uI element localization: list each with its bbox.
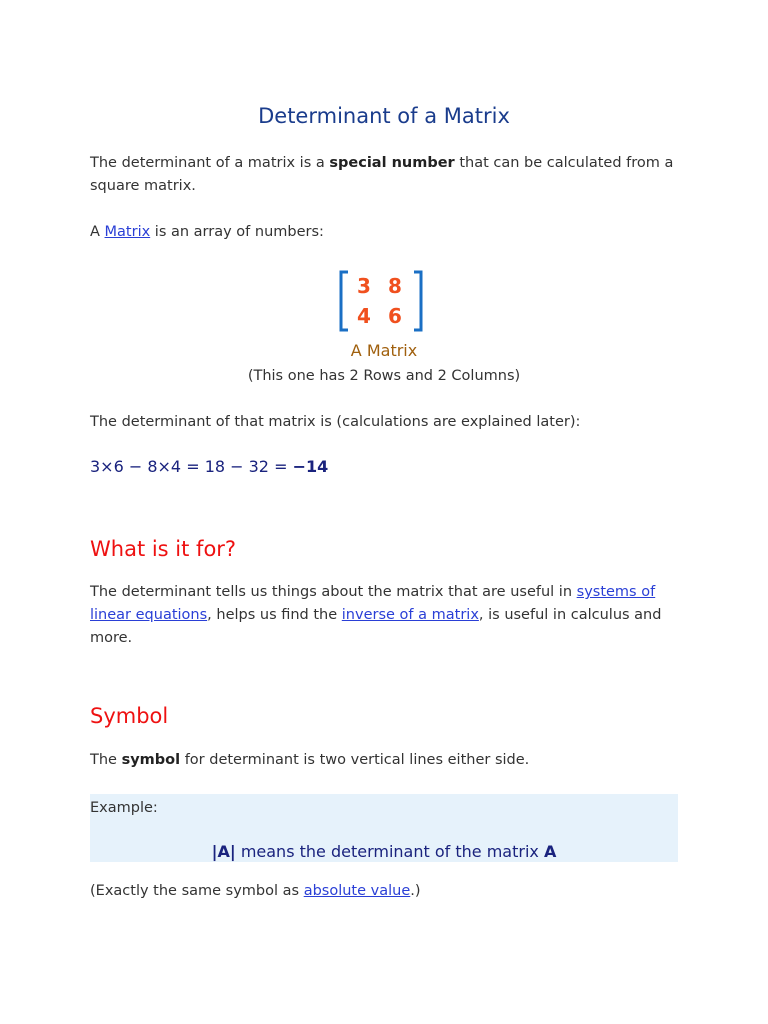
matrix-cell-r2c1: 4 [357,304,371,328]
symbol-text-before: The [90,752,122,768]
example-label: Example: [90,800,158,816]
footnote-paragraph [90,880,678,903]
matrix-cell-r1c2: 8 [388,274,402,298]
footnote-after: .) [410,883,421,899]
matrix-caption: A Matrix [350,341,418,360]
determinant-line: The determinant of that matrix is (calculations are explained later): [90,414,581,430]
absolute-value-link[interactable]: absolute value [303,883,411,899]
intro-text-after: that can be calculated from a square matrix. [90,155,674,194]
example-text [90,842,678,861]
inverse-of-matrix-link[interactable]: inverse of a matrix [341,607,479,623]
calculation [90,457,328,476]
intro-text-before: The determinant of a matrix is a [90,155,330,171]
heading-what-is-it-for: What is it for? [90,537,237,561]
matrix-intro-after: is an array of numbers: [150,224,324,240]
example-symbol: |A| [211,842,236,861]
matrix-cell-r1c1: 3 [357,274,371,298]
systems-of-linear-equations-link[interactable]: systems of linear equations [90,584,656,623]
what-text-before: The determinant tells us things about the matrix that are useful in [90,584,577,600]
calculation-expr: 3×6 − 8×4 = 18 − 32 = [90,457,293,476]
symbol-paragraph [90,749,678,772]
symbol-text-after: for determinant is two vertical lines either side. [180,752,530,768]
matrix-cell-r2c2: 6 [388,304,402,328]
example-text-body: means the determinant of the matrix [235,842,544,861]
heading-symbol: Symbol [90,704,169,728]
example-box [90,794,678,862]
matrix-subcaption: (This one has 2 Rows and 2 Columns) [247,368,521,384]
matrix-intro-before: A [90,224,105,240]
what-text-middle: , helps us find the [207,607,342,623]
what-paragraph [90,581,678,650]
calculation-result: −14 [292,457,329,476]
matrix-intro-paragraph [90,221,678,244]
what-text-after: , is useful in calculus and more. [90,607,662,646]
symbol-bold: symbol [121,752,181,768]
matrix-figure [338,268,430,334]
intro-paragraph [90,152,678,198]
matrix-link[interactable]: Matrix [104,224,151,240]
example-var: A [543,842,557,861]
footnote-before: (Exactly the same symbol as [90,883,304,899]
page-title: Determinant of a Matrix [258,104,510,128]
intro-bold: special number [329,155,455,171]
